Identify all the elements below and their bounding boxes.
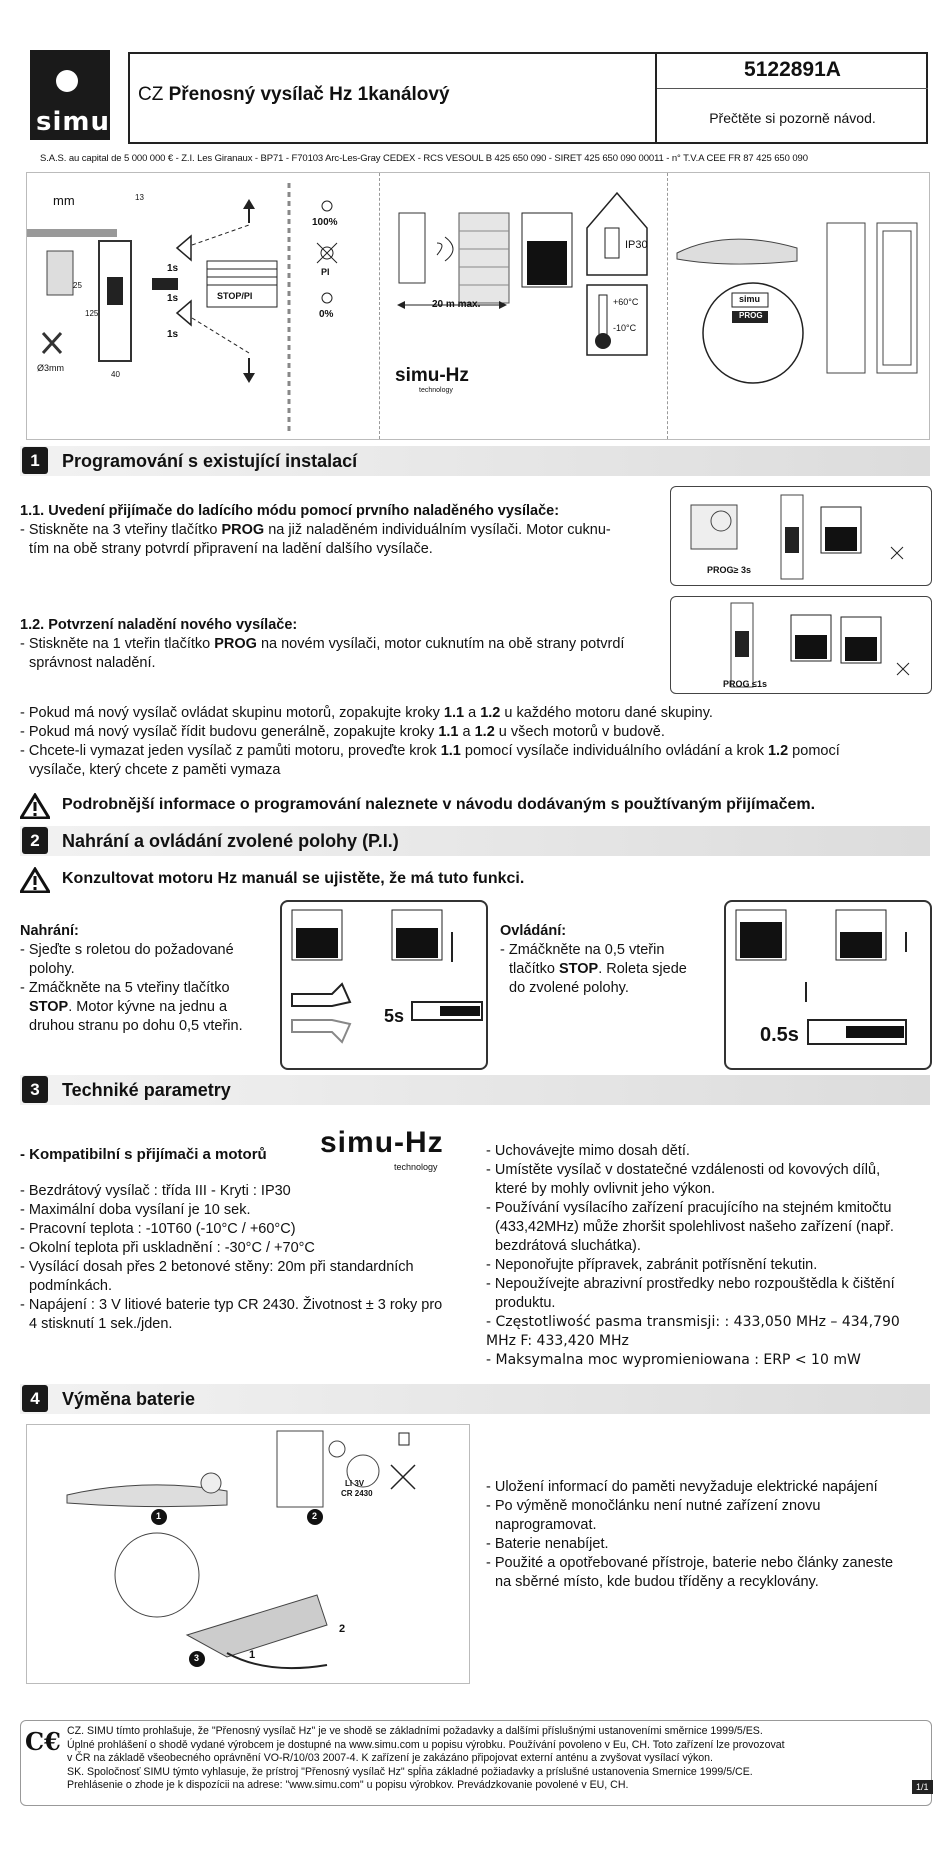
step-2-marker: 2 bbox=[312, 1511, 318, 1521]
legal-line: S.A.S. au capital de 5 000 000 € - Z.I. Les Giranaux - BP71 - F70103 Arc-Les-Gray CEDEX - RCS VESOUL B 425 650 090 - SIRET 425 650 090 00011 - n° T.V.A CEE FR 87 425 650 090 bbox=[40, 153, 808, 164]
record-5s-label: 5s bbox=[384, 1006, 405, 1026]
battery-illustration bbox=[26, 1424, 470, 1684]
section-title: Programování s existující instalací bbox=[62, 451, 358, 471]
read-note: Přečtěte si pozorně návod. bbox=[709, 110, 876, 126]
section-2-header bbox=[20, 826, 930, 856]
arrow-1-label: 1 bbox=[249, 1649, 256, 1661]
simu-hz-logo-sub: technology bbox=[394, 1162, 438, 1172]
prog-1s-label: PROG ≤1s bbox=[723, 679, 767, 689]
header-box bbox=[128, 52, 928, 144]
section-3-header bbox=[20, 1075, 930, 1105]
warning-icon bbox=[20, 867, 50, 893]
battery-notes: - Uložení informací do paměti nevyžaduje elektrické napájení - Po výměně monočlánku není nutné zařízení znovu naprogramovat. - Baterie nenabíjet. - Použité a opotřebované přístroje, baterie nebo články zaneste na sběrné místo, kde budou tříděny a recyklovány. bbox=[486, 1479, 894, 1590]
pct-100: 100% bbox=[312, 217, 338, 228]
label-simu: simu bbox=[739, 294, 761, 304]
ce-mark: C€ bbox=[25, 1727, 61, 1756]
doc-code: 5122891A bbox=[744, 58, 841, 81]
dim-25: 25 bbox=[73, 281, 82, 290]
dim-13: 13 bbox=[135, 193, 144, 202]
prog-3s-label: PROG≥ 3s bbox=[707, 565, 751, 575]
specs-right: - Uchovávejte mimo dosah dětí. - Umístěte vysílač v dostatečné vzdálenosti od kovových dílů, které by mohly ovlivnit jeho výkon. - Používání vysílacího zařízení pracujícího na stejném kmitočtu (433,42MHz) může zhoršit spolehlivost našeho zařízení (např. bezdrátová sluchátka). - Neponořujte přípravek, zabránit potřísnění tekutin. - Nepoužívejte abrazivní prostředky nebo rozpouštědla k čištění produktu. - Częstotliwość pasma transmisji: : 433,050 MHz – 434,790 MHz F: 433,420 MHz - Maksymalna moc wypromieniowana : ERP < 10 mW bbox=[486, 1143, 900, 1368]
simu-hz-logo: simu-Hz bbox=[320, 1126, 444, 1159]
hz-logo-sub: technology bbox=[419, 387, 453, 394]
step-3-marker: 3 bbox=[194, 1653, 200, 1663]
press-1s-stop: 1s bbox=[167, 293, 179, 304]
hole-diameter: Ø3mm bbox=[37, 363, 64, 373]
hz-logo: simu-Hz bbox=[395, 365, 469, 386]
dim-125: 125 bbox=[85, 309, 99, 318]
overview-figures bbox=[26, 172, 930, 440]
page-number: 1/1 bbox=[912, 1780, 933, 1794]
warning-1: Podrobnější informace o programování naleznete v návodu dodávaným s použtívaným přijímačem. bbox=[20, 796, 920, 822]
section-4-header bbox=[20, 1384, 930, 1414]
step-1-marker: 1 bbox=[156, 1511, 162, 1521]
control-05s-label: 0.5s bbox=[760, 1024, 799, 1046]
section-number: 1 bbox=[22, 447, 48, 474]
record-instructions: Nahrání: - Sjeďte s roletou do požadované polohy. - Zmáčkněte na 5 vteřiny tlačítko STOP. Motor kývne na jednu a druhou stranu po dohu 0,5 vteřin. bbox=[20, 923, 243, 1034]
control-illustration bbox=[724, 900, 932, 1070]
dim-40: 40 bbox=[111, 370, 120, 379]
arrow-2-label: 2 bbox=[339, 1623, 346, 1635]
prog-1s-illustration bbox=[670, 596, 932, 694]
section-number: 3 bbox=[22, 1076, 48, 1103]
warning-2: Konzultovat motoru Hz manuál se ujistěte, že má tuto funkci. bbox=[20, 870, 920, 896]
warning-icon bbox=[20, 793, 50, 819]
battery-type: CR 2430 bbox=[341, 1489, 373, 1498]
stop-pi-label: STOP/PI bbox=[217, 291, 253, 301]
doc-title: CZ Přenosný vysílač Hz 1kanálový bbox=[138, 84, 450, 105]
logo-text: simu bbox=[36, 107, 110, 137]
logo-mark bbox=[56, 70, 78, 92]
ip-rating: IP30 bbox=[625, 239, 648, 251]
label-prog: PROG bbox=[739, 311, 763, 320]
range-label: 20 m max. bbox=[432, 299, 481, 310]
section-title: Nahrání a ovládání zvolené polohy (P.I.) bbox=[62, 831, 399, 851]
temp-low: -10°C bbox=[613, 323, 637, 333]
doc-code-box bbox=[655, 52, 928, 144]
section-title: Techniké parametry bbox=[62, 1080, 231, 1100]
control-instructions: Ovládání: - Zmáčkněte na 0,5 vteřin tlačítko STOP. Roleta sjede do zvolené polohy. bbox=[500, 923, 687, 996]
pct-0: 0% bbox=[319, 309, 334, 320]
temp-high: +60°C bbox=[613, 297, 639, 307]
press-1s-down: 1s bbox=[167, 329, 179, 340]
section-number: 4 bbox=[22, 1385, 48, 1412]
press-1s-up: 1s bbox=[167, 263, 179, 274]
mm-label: mm bbox=[53, 193, 75, 208]
specs-left: - Bezdrátový vysílač : třída III - Kryti : IP30 - Maximální doba vysílaní je 10 sek. - Pracovní teplota : -10T60 (-10°C / +60°C) - Okolní teplota při uskladnění : -30°C / +70°C - Vysílácí dosah přes 2 betonové stěny: 20m při standardních podmínkách. - Napájení : 3 V litiové baterie typ CR 2430. Životnost ± 3 roky pro 4 stisknutí 1 sek./jden. bbox=[20, 1183, 443, 1332]
declaration-text: CZ. SIMU tímto prohlašuje, že "Přenosný vysílač Hz" je ve shodě se základními požadavky a dalšími příslušnými ustanoveními směrnice 1999/5/ES. Úplné prohlášení o shodě vydané výrobcem je dostupné na www.simu.com u popisu výrobku. Používání povoleno v Eu, CH. Toto zařízení lze provozovat v ČR na základě všeobecného oprávnění VO-R/10/03 2007-4. K zařízení je zakázáno připojovat externí anténu a zvyšovat vysílací výkon. SK. Spoločnosť SIMU týmto vyhlasuje, že prístroj "Přenosný vysílač Hz" spĺňa základné požiadavky a príslušné ustanovenia Smernice 1999/5/CE. Prehlásenie o zhode je k dispozícii na adrese: "www.simu.com" u popisu výrobkov. Prevádzkovanie povolené v EU, CH. bbox=[67, 1725, 785, 1791]
compat-label: - Kompatibilní s přijímači a motorů bbox=[20, 1146, 267, 1163]
step-1-1: 1.1. Uvedení přijímače do ladícího módu pomocí prvního naladěného vysílače: - Stiskněte na 3 vteřiny tlačítko PROG na již naladěném individuálním vysílači. Motor cuknu- tím na obě strany potvrdí připravení na ladění dalšího vysílače. bbox=[20, 503, 611, 557]
step-1-2: 1.2. Potvrzení naladění nového vysílače: - Stiskněte na 1 vteřin tlačítko PROG na novém vysílači, motor cuknutím na obě strany potvrdí správnost naladění. bbox=[20, 617, 625, 671]
section-1-header bbox=[20, 446, 930, 476]
simu-logo bbox=[30, 50, 110, 140]
battery-voltage: LI 3V bbox=[345, 1479, 365, 1488]
section-title: Výměna baterie bbox=[62, 1389, 196, 1409]
declaration-box bbox=[20, 1720, 932, 1806]
record-illustration bbox=[280, 900, 488, 1070]
section-1-notes: - Pokud má nový vysílač ovládat skupinu motorů, zopakujte kroky 1.1 a 1.2 u každého motoru dané skupiny. - Pokud má nový vysílač řídit budovu generálně, zopakujte kroky 1.1 a 1.2 u všech motorů v budově. - Chcete-li vymazat jeden vysílač z pamůti motoru, proveďte krok 1.1 pomocí vysílače individuálního ovládání a krok 1.2 pomocí vysílače, který chcete z paměti vymaza bbox=[20, 705, 840, 778]
pi-label: PI bbox=[321, 267, 330, 277]
section-number: 2 bbox=[22, 827, 48, 854]
prog-3s-illustration bbox=[670, 486, 932, 586]
